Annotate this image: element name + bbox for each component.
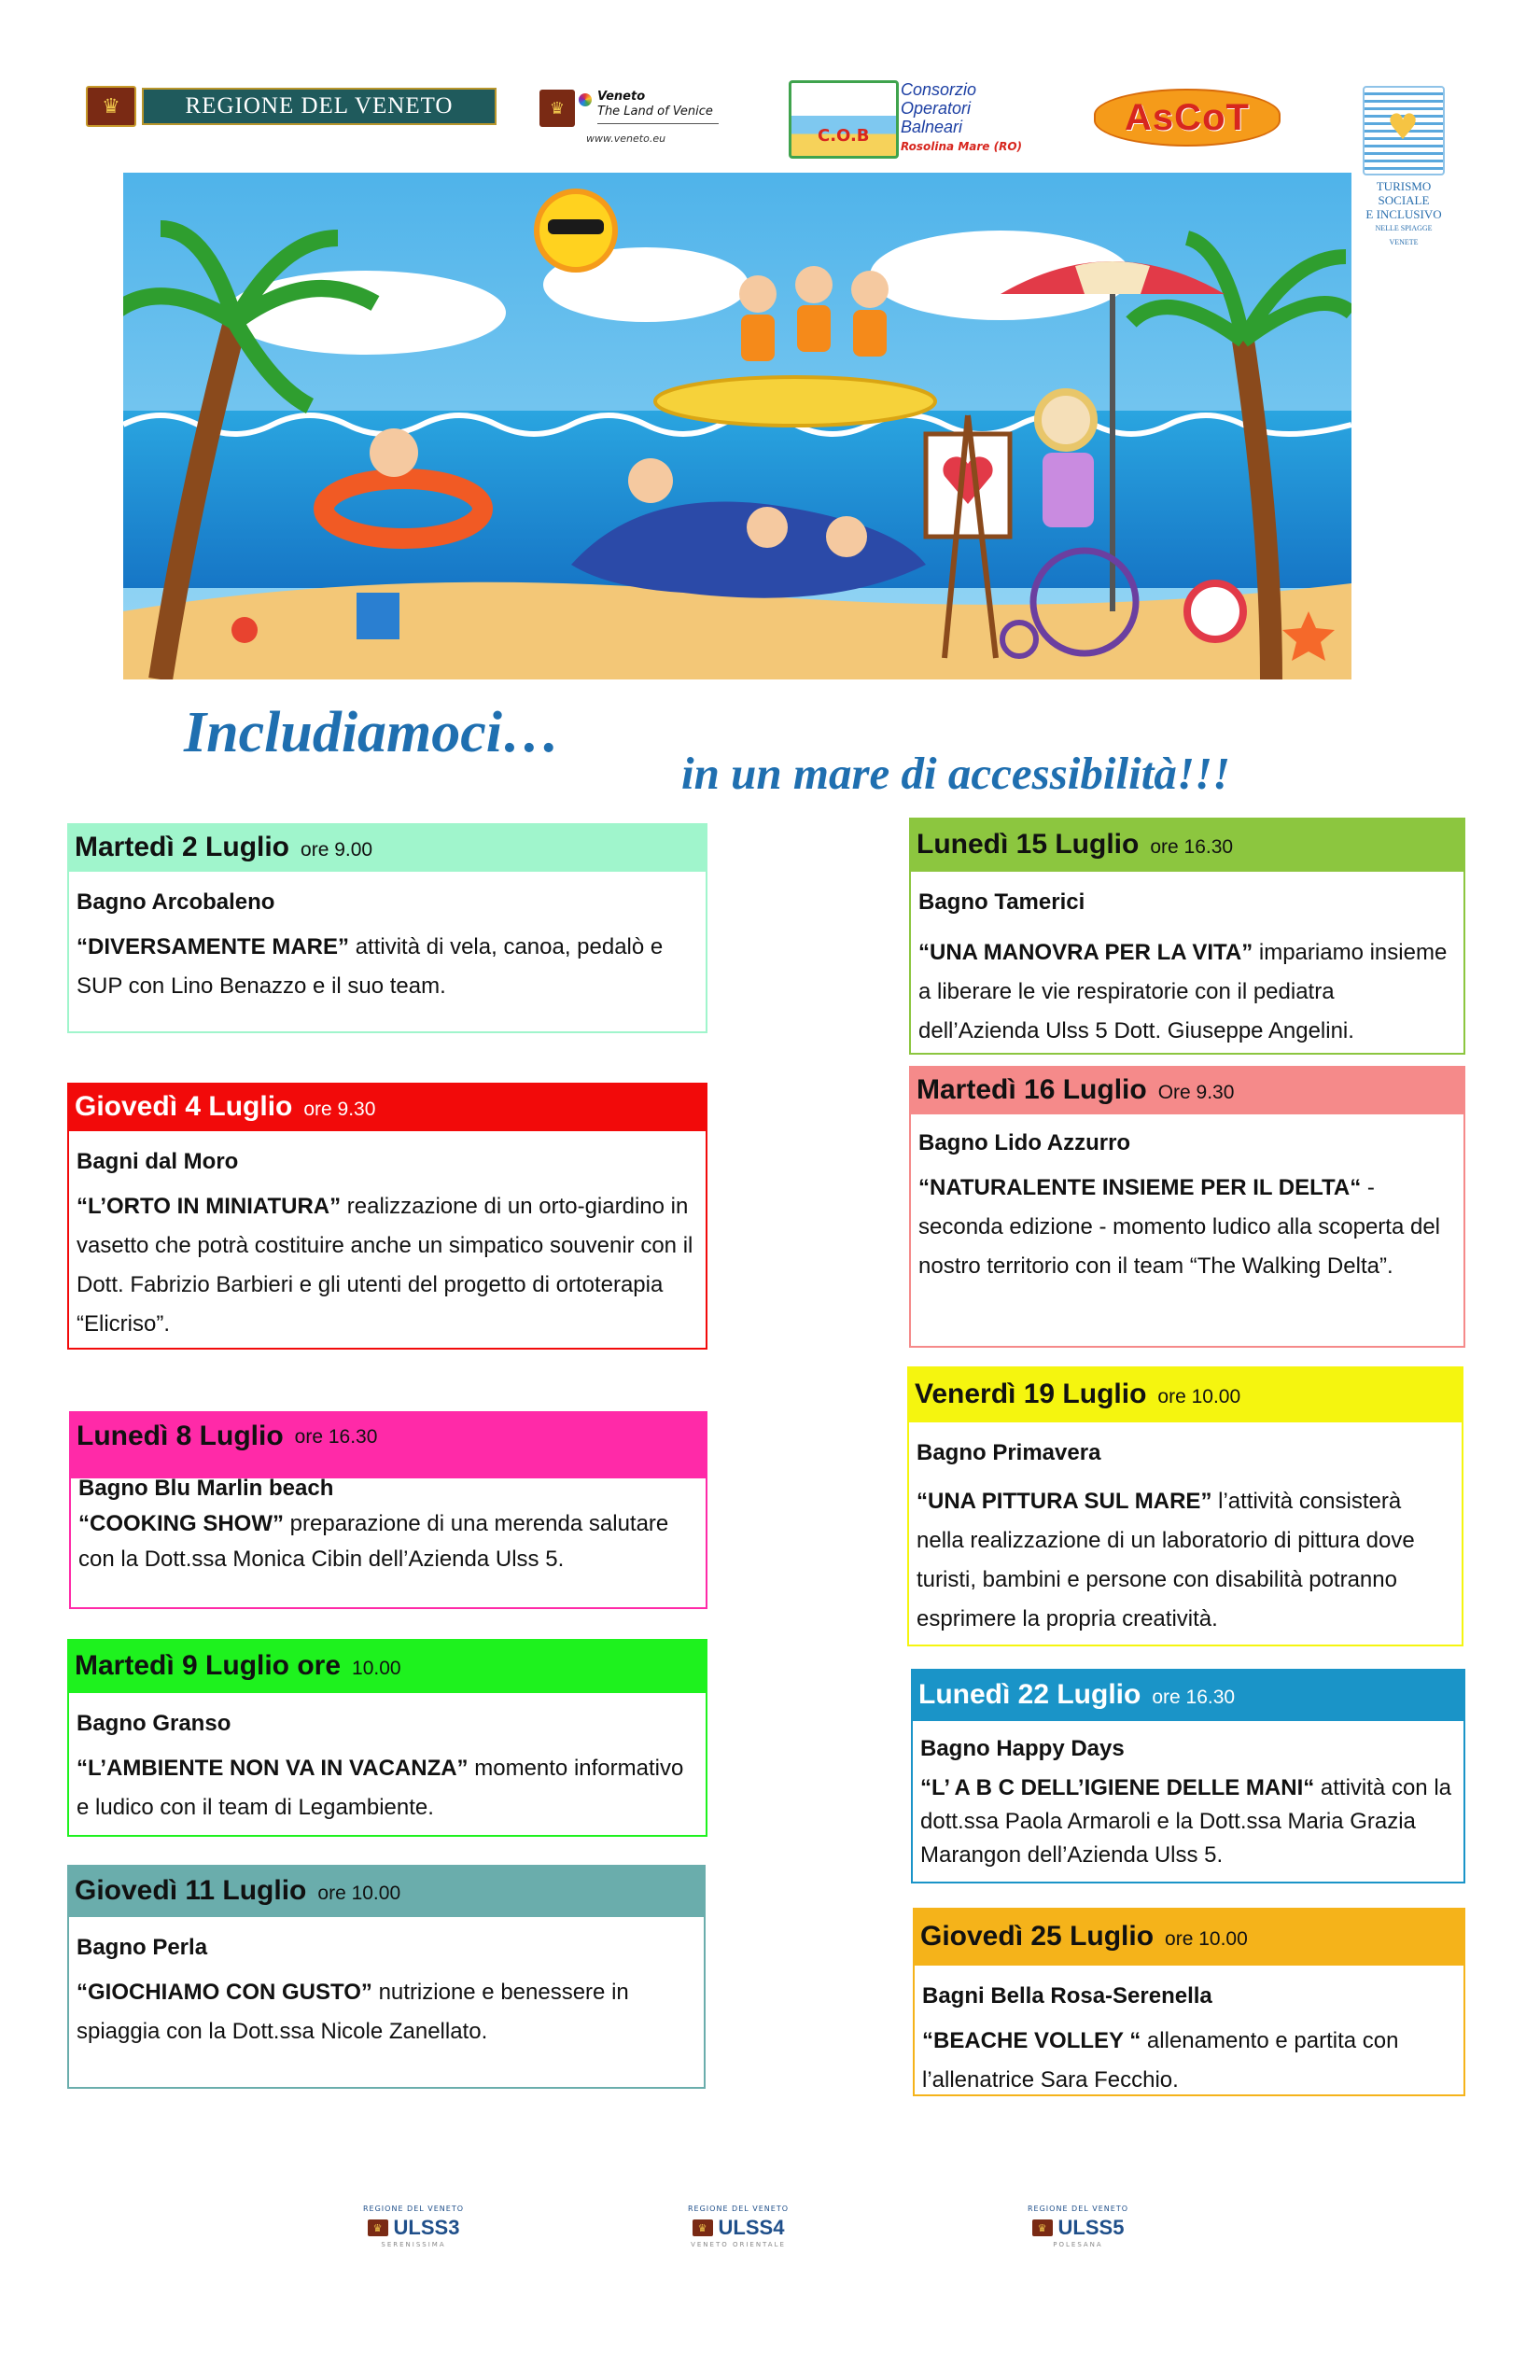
event-description: allenamento e partita con l’allenatrice Sara Fecchio.	[922, 2028, 1399, 2093]
ulss-region: REGIONE DEL VENETO	[687, 2205, 789, 2213]
event-description: l’attività consisterà nella realizzazione di un laboratorio di pittura dove turisti, bambini e persone con disabilità potranno esprimere la propria creatività.	[917, 1489, 1415, 1631]
event-description: attività di vela, canoa, pedalò e SUP con Lino Benazzo e il suo team.	[77, 934, 664, 999]
ulss-name: ULSS5	[1057, 2216, 1125, 2239]
title-mare-accessibilita: in un mare di accessibilità!!!	[681, 748, 1231, 799]
event-place: Bagno Granso	[77, 1711, 231, 1736]
cob-logo	[789, 80, 1050, 155]
event-day: Lunedì 8 Luglio	[77, 1421, 284, 1451]
divider	[597, 123, 719, 124]
beach-ball	[1187, 583, 1243, 639]
land-of-venice-label: The Land of Venice	[597, 105, 713, 119]
event-header	[69, 1411, 707, 1478]
event-header	[67, 1083, 707, 1131]
event-time: Ore 9.30	[1157, 1082, 1235, 1103]
event-description: attività con la dott.ssa Paola Armaroli e la Dott.ssa Maria Grazia Marangon dell’Azienda Ulss 5.	[920, 1775, 1451, 1868]
child-head	[628, 458, 673, 503]
event-activity: “UNA MANOVRA PER LA VITA”	[918, 940, 1253, 965]
event-description: preparazione di una merenda salutare con la Dott.ssa Monica Cibin dell’Azienda Ulss 5.	[78, 1511, 669, 1572]
event-place: Bagno Primavera	[917, 1440, 1101, 1465]
turismo-sociale-logo	[1361, 86, 1447, 246]
bucket	[357, 593, 399, 639]
event-header	[67, 1865, 706, 1917]
event-activity: “L’AMBIENTE NON VA IN VACANZA”	[77, 1756, 469, 1781]
lion-icon: ♛	[539, 90, 575, 127]
event-card	[67, 1639, 707, 1837]
event-body	[77, 1142, 696, 1344]
cob-line: Balneari	[901, 118, 963, 136]
heart-icon: ♥	[1387, 106, 1420, 147]
crab	[231, 617, 258, 643]
event-description: nutrizione e benessere in spiaggia con la Dott.ssa Nicole Zanellato.	[77, 1980, 629, 2044]
child-head	[739, 275, 777, 313]
event-card	[67, 823, 707, 1033]
event-body	[78, 1471, 696, 1577]
wave-heart-icon	[1363, 86, 1445, 175]
event-day: Giovedì 4 Luglio	[75, 1091, 293, 1122]
event-activity: “BEACHE VOLLEY “	[922, 2028, 1141, 2053]
event-description: impariamo insieme a liberare le vie respiratorie con il pediatra dell’Azienda Ulss 5 Dott. Giuseppe Angelini.	[918, 940, 1448, 1043]
event-header	[907, 1366, 1463, 1422]
ascot-logo	[1094, 89, 1281, 147]
event-body	[920, 1732, 1454, 1872]
life-vest	[853, 310, 887, 357]
event-body	[77, 1704, 696, 1827]
event-activity: “COOKING SHOW”	[78, 1511, 284, 1536]
event-day: Martedì 2 Luglio	[75, 832, 290, 862]
banana-boat	[655, 377, 935, 426]
event-day: Giovedì 25 Luglio	[920, 1921, 1155, 1952]
cob-line: Operatori	[901, 99, 972, 118]
event-header	[913, 1908, 1465, 1966]
event-place: Bagno Lido Azzurro	[918, 1130, 1131, 1155]
event-activity: “L’ A B C DELL’IGIENE DELLE MANI“	[920, 1775, 1315, 1800]
veneto-url: www.veneto.eu	[586, 133, 666, 145]
umbrella-stripe	[1075, 261, 1150, 294]
event-activity: “DIVERSAMENTE MARE”	[77, 934, 350, 959]
event-activity: “L’ORTO IN MINIATURA”	[77, 1194, 342, 1219]
caption-line: E INCLUSIVO	[1365, 207, 1442, 221]
event-header	[67, 823, 707, 872]
ulss-sub: POLESANA	[1053, 2241, 1103, 2248]
event-time: ore 9.00	[301, 839, 373, 861]
regione-veneto-label: REGIONE DEL VENETO	[142, 88, 497, 125]
event-description: momento informativo e ludico con il team di Legambiente.	[77, 1756, 684, 1820]
event-time: ore 16.30	[294, 1426, 378, 1448]
event-card	[911, 1669, 1465, 1883]
ulss-sub: SERENISSIMA	[381, 2241, 446, 2248]
cob-line: Consorzio	[901, 80, 977, 99]
beach-illustration	[123, 173, 1351, 679]
event-place: Bagni dal Moro	[77, 1149, 239, 1174]
event-place: Bagno Arcobaleno	[77, 889, 275, 915]
ulss-region: REGIONE DEL VENETO	[362, 2205, 464, 2213]
ulss4-logo	[672, 2205, 805, 2247]
child-head	[795, 266, 833, 303]
event-body	[917, 1434, 1452, 1639]
event-card	[909, 818, 1465, 1055]
child-head	[826, 516, 867, 557]
event-place: Bagno Happy Days	[920, 1736, 1125, 1761]
caption-line: TURISMO SOCIALE	[1376, 179, 1432, 207]
event-time: 10.00	[352, 1658, 401, 1679]
girl-body	[1043, 453, 1094, 527]
lion-icon: ♛	[1032, 2219, 1053, 2236]
veneto-land-of-venice-logo	[539, 86, 726, 151]
event-description: realizzazione di un orto-giardino in vasetto che potrà costituire anche un simpatico souvenir con il Dott. Fabrizio Barbieri e gli utenti del progetto di ortoterapia “Elicriso”.	[77, 1194, 693, 1337]
event-day: Martedì 9 Luglio ore	[75, 1650, 342, 1681]
lion-icon: ♛	[86, 86, 136, 127]
title-includiamoci: Includiamoci…	[184, 701, 561, 764]
event-place: Bagno Tamerici	[918, 889, 1085, 915]
veneto-label: Veneto	[597, 90, 646, 104]
event-place: Bagno Perla	[77, 1935, 208, 1960]
event-card	[67, 1083, 707, 1350]
ascot-label: AsCoT	[1125, 96, 1250, 138]
event-time: ore 16.30	[1152, 1687, 1236, 1708]
life-vest	[741, 315, 775, 361]
star-icon	[579, 93, 592, 106]
event-activity: “UNA PITTURA SUL MARE”	[917, 1489, 1212, 1514]
ulss5-logo	[1012, 2205, 1144, 2247]
caption-line: NELLE SPIAGGE VENETE	[1375, 224, 1433, 246]
event-time: ore 9.30	[303, 1099, 376, 1120]
event-time: ore 16.30	[1150, 836, 1234, 858]
event-activity: “GIOCHIAMO CON GUSTO”	[77, 1980, 372, 2005]
cob-badge-label: C.O.B	[818, 126, 870, 146]
event-place: Bagno Blu Marlin beach	[78, 1476, 334, 1501]
life-vest	[797, 305, 831, 352]
cob-name	[901, 80, 976, 136]
event-activity: “NATURALENTE INSIEME PER IL DELTA“	[918, 1175, 1362, 1200]
lion-icon: ♛	[693, 2219, 713, 2236]
event-time: ore 10.00	[1165, 1928, 1248, 1950]
event-day: Martedì 16 Luglio	[917, 1074, 1147, 1105]
event-day: Giovedì 11 Luglio	[75, 1875, 307, 1906]
event-card	[909, 1066, 1465, 1348]
turismo-sociale-caption	[1361, 179, 1447, 249]
event-time: ore 10.00	[317, 1883, 401, 1904]
child-head	[851, 271, 889, 308]
lion-icon: ♛	[368, 2219, 388, 2236]
event-time: ore 10.00	[1157, 1386, 1241, 1407]
ulss-sub: VENETO ORIENTALE	[691, 2241, 786, 2248]
regione-veneto-logo	[86, 86, 497, 127]
event-body	[918, 883, 1454, 1051]
event-body	[922, 1977, 1454, 2100]
girl-head	[1038, 392, 1094, 448]
event-card	[67, 1865, 706, 2089]
event-day: Lunedì 15 Luglio	[917, 829, 1140, 860]
event-header	[911, 1669, 1465, 1721]
child-head	[747, 507, 788, 548]
event-header	[909, 818, 1465, 872]
event-card	[907, 1366, 1463, 1646]
event-header	[67, 1639, 707, 1693]
event-description: - seconda edizione - momento ludico alla scoperta del nostro territorio con il team “The Walking Delta”.	[918, 1175, 1440, 1279]
event-card	[913, 1908, 1465, 2096]
cob-location: Rosolina Mare (RO)	[901, 140, 1023, 153]
cob-badge	[789, 80, 899, 159]
ulss-name: ULSS4	[718, 2216, 785, 2239]
event-body	[918, 1124, 1454, 1286]
ulss-name: ULSS3	[393, 2216, 460, 2239]
event-day: Venerdì 19 Luglio	[915, 1379, 1147, 1409]
event-body	[77, 883, 696, 1006]
event-card	[69, 1411, 707, 1609]
ulss3-logo	[347, 2205, 480, 2247]
event-header	[909, 1066, 1465, 1114]
event-place: Bagni Bella Rosa-Serenella	[922, 1983, 1212, 2009]
sunglasses	[548, 219, 604, 234]
event-day: Lunedì 22 Luglio	[918, 1679, 1141, 1710]
child-head	[370, 428, 418, 477]
event-body	[77, 1928, 694, 2051]
ulss-region: REGIONE DEL VENETO	[1027, 2205, 1128, 2213]
